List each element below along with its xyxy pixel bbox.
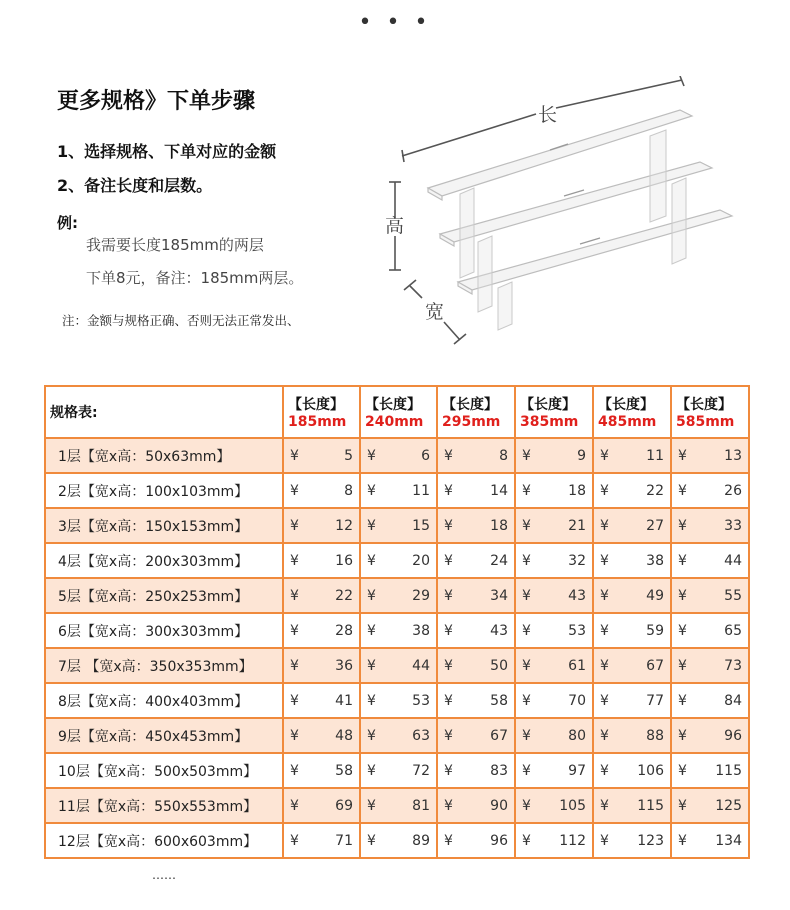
currency-symbol: ¥ (444, 587, 453, 604)
price-value: 96 (724, 727, 742, 744)
price-value: 65 (724, 622, 742, 639)
example-line-2: 下单8元，备注：185mm两层。 (86, 269, 304, 287)
price-cell (283, 613, 360, 648)
price-cell (437, 543, 515, 578)
currency-symbol: ¥ (522, 762, 531, 779)
table-header-row (45, 386, 749, 438)
currency-symbol: ¥ (367, 692, 376, 709)
price-value: 67 (490, 727, 508, 744)
currency-symbol: ¥ (678, 657, 687, 674)
price-value: 49 (646, 587, 664, 604)
currency-symbol: ¥ (600, 517, 609, 534)
price-value: 11 (646, 447, 664, 464)
price-value: 13 (724, 447, 742, 464)
price-cell (671, 508, 749, 543)
price-cell (283, 473, 360, 508)
currency-symbol: ¥ (678, 762, 687, 779)
currency-symbol: ¥ (290, 797, 299, 814)
currency-symbol: ¥ (522, 447, 531, 464)
price-cell (593, 613, 671, 648)
price-value: 115 (637, 797, 664, 814)
price-value: 67 (646, 657, 664, 674)
currency-symbol: ¥ (367, 797, 376, 814)
price-cell (671, 753, 749, 788)
width-label: 宽 (425, 301, 445, 323)
table-row (45, 683, 749, 718)
price-cell (515, 438, 593, 473)
price-cell (283, 438, 360, 473)
spec-cell: 4层【宽x高：200x303mm】 (45, 543, 283, 578)
price-cell (515, 508, 593, 543)
price-cell (593, 438, 671, 473)
price-cell (360, 578, 437, 613)
price-cell (360, 753, 437, 788)
price-cell (515, 473, 593, 508)
price-value: 44 (724, 552, 742, 569)
price-value: 33 (724, 517, 742, 534)
currency-symbol: ¥ (600, 797, 609, 814)
price-cell (593, 648, 671, 683)
currency-symbol: ¥ (444, 657, 453, 674)
currency-symbol: ¥ (290, 692, 299, 709)
currency-symbol: ¥ (522, 832, 531, 849)
currency-symbol: ¥ (678, 832, 687, 849)
currency-symbol: ¥ (600, 762, 609, 779)
price-cell (283, 718, 360, 753)
currency-symbol: ¥ (444, 482, 453, 499)
price-cell (593, 578, 671, 613)
price-value: 134 (715, 832, 742, 849)
price-cell (593, 753, 671, 788)
price-value: 15 (412, 517, 430, 534)
height-label: 高 (385, 215, 405, 237)
currency-symbol: ¥ (367, 832, 376, 849)
price-value: 72 (412, 762, 430, 779)
currency-symbol: ¥ (444, 832, 453, 849)
price-value: 43 (568, 587, 586, 604)
column-header: 【长度】 385mm (515, 386, 593, 438)
currency-symbol: ¥ (522, 517, 531, 534)
price-cell (283, 823, 360, 858)
price-value: 22 (335, 587, 353, 604)
spec-header: 规格表: (45, 386, 283, 438)
price-value: 29 (412, 587, 430, 604)
price-value: 80 (568, 727, 586, 744)
price-value: 125 (715, 797, 742, 814)
price-cell (671, 788, 749, 823)
currency-symbol: ¥ (444, 727, 453, 744)
currency-symbol: ¥ (522, 657, 531, 674)
spec-cell: 9层【宽x高：450x453mm】 (45, 718, 283, 753)
example-line-1: 我需要长度185mm的两层 (86, 236, 264, 254)
price-cell (437, 648, 515, 683)
price-value: 81 (412, 797, 430, 814)
currency-symbol: ¥ (367, 447, 376, 464)
spec-cell: 11层【宽x高：550x553mm】 (45, 788, 283, 823)
currency-symbol: ¥ (522, 552, 531, 569)
currency-symbol: ¥ (444, 762, 453, 779)
price-value: 77 (646, 692, 664, 709)
currency-symbol: ¥ (600, 657, 609, 674)
currency-symbol: ¥ (367, 762, 376, 779)
currency-symbol: ¥ (522, 482, 531, 499)
price-value: 58 (490, 692, 508, 709)
price-cell (360, 823, 437, 858)
price-value: 38 (646, 552, 664, 569)
price-cell (671, 718, 749, 753)
price-value: 112 (559, 832, 586, 849)
currency-symbol: ¥ (290, 832, 299, 849)
price-value: 34 (490, 587, 508, 604)
currency-symbol: ¥ (367, 587, 376, 604)
shelf-diagram (380, 76, 740, 356)
price-cell (360, 508, 437, 543)
currency-symbol: ¥ (600, 587, 609, 604)
currency-symbol: ¥ (290, 727, 299, 744)
price-cell (671, 613, 749, 648)
price-cell (283, 543, 360, 578)
column-header: 【长度】 185mm (283, 386, 360, 438)
price-cell (671, 648, 749, 683)
spec-cell: 6层【宽x高：300x303mm】 (45, 613, 283, 648)
price-value: 84 (724, 692, 742, 709)
price-value: 14 (490, 482, 508, 499)
price-value: 58 (335, 762, 353, 779)
price-value: 6 (421, 447, 430, 464)
currency-symbol: ¥ (678, 587, 687, 604)
spec-cell: 7层 【宽x高：350x353mm】 (45, 648, 283, 683)
price-table (44, 385, 750, 859)
price-cell (437, 718, 515, 753)
currency-symbol: ¥ (444, 517, 453, 534)
price-cell (437, 438, 515, 473)
currency-symbol: ¥ (367, 622, 376, 639)
currency-symbol: ¥ (290, 622, 299, 639)
currency-symbol: ¥ (444, 552, 453, 569)
price-cell (437, 753, 515, 788)
price-value: 11 (412, 482, 430, 499)
column-header: 【长度】 485mm (593, 386, 671, 438)
currency-symbol: ¥ (522, 727, 531, 744)
price-value: 43 (490, 622, 508, 639)
price-value: 50 (490, 657, 508, 674)
table-row (45, 648, 749, 683)
currency-symbol: ¥ (444, 797, 453, 814)
currency-symbol: ¥ (290, 762, 299, 779)
price-cell (593, 718, 671, 753)
price-cell (515, 823, 593, 858)
price-value: 53 (568, 622, 586, 639)
price-cell (515, 648, 593, 683)
price-value: 90 (490, 797, 508, 814)
price-value: 12 (335, 517, 353, 534)
price-value: 44 (412, 657, 430, 674)
price-cell (671, 438, 749, 473)
currency-symbol: ¥ (444, 447, 453, 464)
price-value: 105 (559, 797, 586, 814)
price-cell (671, 543, 749, 578)
price-cell (671, 578, 749, 613)
table-row (45, 753, 749, 788)
price-cell (437, 683, 515, 718)
price-cell (437, 823, 515, 858)
price-value: 115 (715, 762, 742, 779)
price-value: 28 (335, 622, 353, 639)
price-table-container (44, 385, 748, 859)
currency-symbol: ¥ (290, 587, 299, 604)
currency-symbol: ¥ (367, 517, 376, 534)
spec-cell: 2层【宽x高：100x103mm】 (45, 473, 283, 508)
price-value: 38 (412, 622, 430, 639)
table-row (45, 438, 749, 473)
price-value: 96 (490, 832, 508, 849)
table-row (45, 613, 749, 648)
currency-symbol: ¥ (600, 692, 609, 709)
price-cell (593, 508, 671, 543)
price-cell (437, 788, 515, 823)
currency-symbol: ¥ (290, 517, 299, 534)
price-cell (671, 473, 749, 508)
currency-symbol: ¥ (444, 692, 453, 709)
currency-symbol: ¥ (678, 447, 687, 464)
price-cell (283, 578, 360, 613)
table-row (45, 508, 749, 543)
price-cell (515, 578, 593, 613)
price-value: 5 (344, 447, 353, 464)
price-cell (360, 648, 437, 683)
price-cell (360, 683, 437, 718)
bottom-ellipsis: …… (152, 868, 176, 882)
price-cell (515, 718, 593, 753)
length-label: 长 (538, 104, 558, 126)
price-cell (593, 543, 671, 578)
currency-symbol: ¥ (600, 832, 609, 849)
price-cell (515, 753, 593, 788)
currency-symbol: ¥ (678, 552, 687, 569)
page-title: 更多规格》下单步骤 (57, 89, 256, 114)
price-value: 9 (577, 447, 586, 464)
price-value: 8 (499, 447, 508, 464)
price-cell (515, 683, 593, 718)
price-value: 41 (335, 692, 353, 709)
column-header: 【长度】 295mm (437, 386, 515, 438)
price-cell (360, 613, 437, 648)
price-value: 55 (724, 587, 742, 604)
table-row (45, 578, 749, 613)
currency-symbol: ¥ (444, 622, 453, 639)
price-cell (515, 788, 593, 823)
price-value: 27 (646, 517, 664, 534)
currency-symbol: ¥ (522, 692, 531, 709)
price-value: 16 (335, 552, 353, 569)
currency-symbol: ¥ (367, 657, 376, 674)
currency-symbol: ¥ (522, 622, 531, 639)
step-2: 2、备注长度和层数。 (57, 176, 213, 195)
currency-symbol: ¥ (367, 552, 376, 569)
price-cell (360, 718, 437, 753)
price-value: 24 (490, 552, 508, 569)
currency-symbol: ¥ (522, 797, 531, 814)
price-cell (360, 473, 437, 508)
currency-symbol: ¥ (600, 552, 609, 569)
price-cell (671, 683, 749, 718)
price-value: 59 (646, 622, 664, 639)
table-row (45, 788, 749, 823)
currency-symbol: ¥ (600, 622, 609, 639)
currency-symbol: ¥ (290, 552, 299, 569)
currency-symbol: ¥ (678, 727, 687, 744)
note-text: 注：金额与规格正确、否则无法正常发出、 (62, 313, 300, 328)
spec-cell: 12层【宽x高：600x603mm】 (45, 823, 283, 858)
currency-symbol: ¥ (678, 797, 687, 814)
price-value: 97 (568, 762, 586, 779)
price-cell (593, 823, 671, 858)
spec-cell: 10层【宽x高：500x503mm】 (45, 753, 283, 788)
price-value: 36 (335, 657, 353, 674)
price-value: 106 (637, 762, 664, 779)
currency-symbol: ¥ (290, 482, 299, 499)
price-cell (593, 683, 671, 718)
currency-symbol: ¥ (522, 587, 531, 604)
price-cell (360, 788, 437, 823)
price-value: 61 (568, 657, 586, 674)
example-label: 例: (57, 214, 78, 232)
price-cell (437, 473, 515, 508)
price-value: 63 (412, 727, 430, 744)
price-value: 48 (335, 727, 353, 744)
price-cell (283, 648, 360, 683)
currency-symbol: ¥ (367, 482, 376, 499)
price-cell (593, 473, 671, 508)
price-cell (515, 543, 593, 578)
currency-symbol: ¥ (600, 482, 609, 499)
price-value: 32 (568, 552, 586, 569)
spec-cell: 1层【宽x高：50x63mm】 (45, 438, 283, 473)
price-value: 26 (724, 482, 742, 499)
currency-symbol: ¥ (678, 622, 687, 639)
price-cell (437, 508, 515, 543)
spec-cell: 5层【宽x高：250x253mm】 (45, 578, 283, 613)
more-dots: • • • (358, 10, 432, 35)
price-cell (515, 613, 593, 648)
spec-cell: 8层【宽x高：400x403mm】 (45, 683, 283, 718)
table-row (45, 473, 749, 508)
price-value: 18 (568, 482, 586, 499)
column-header: 【长度】 585mm (671, 386, 749, 438)
table-row (45, 823, 749, 858)
price-value: 70 (568, 692, 586, 709)
price-cell (283, 508, 360, 543)
currency-symbol: ¥ (290, 447, 299, 464)
currency-symbol: ¥ (678, 482, 687, 499)
currency-symbol: ¥ (678, 692, 687, 709)
price-cell (437, 613, 515, 648)
price-cell (283, 753, 360, 788)
price-cell (283, 788, 360, 823)
price-value: 73 (724, 657, 742, 674)
price-cell (360, 438, 437, 473)
price-value: 53 (412, 692, 430, 709)
currency-symbol: ¥ (600, 727, 609, 744)
price-cell (360, 543, 437, 578)
table-row (45, 543, 749, 578)
column-header: 【长度】 240mm (360, 386, 437, 438)
spec-cell: 3层【宽x高：150x153mm】 (45, 508, 283, 543)
price-value: 88 (646, 727, 664, 744)
price-value: 69 (335, 797, 353, 814)
price-cell (593, 788, 671, 823)
step-1: 1、选择规格、下单对应的金额 (57, 142, 277, 161)
currency-symbol: ¥ (600, 447, 609, 464)
price-value: 8 (344, 482, 353, 499)
currency-symbol: ¥ (678, 517, 687, 534)
price-value: 20 (412, 552, 430, 569)
currency-symbol: ¥ (290, 657, 299, 674)
price-value: 18 (490, 517, 508, 534)
price-value: 123 (637, 832, 664, 849)
price-value: 83 (490, 762, 508, 779)
price-value: 21 (568, 517, 586, 534)
price-cell (671, 823, 749, 858)
price-value: 89 (412, 832, 430, 849)
price-cell (283, 683, 360, 718)
currency-symbol: ¥ (367, 727, 376, 744)
price-value: 22 (646, 482, 664, 499)
price-cell (437, 578, 515, 613)
price-value: 71 (335, 832, 353, 849)
table-row (45, 718, 749, 753)
